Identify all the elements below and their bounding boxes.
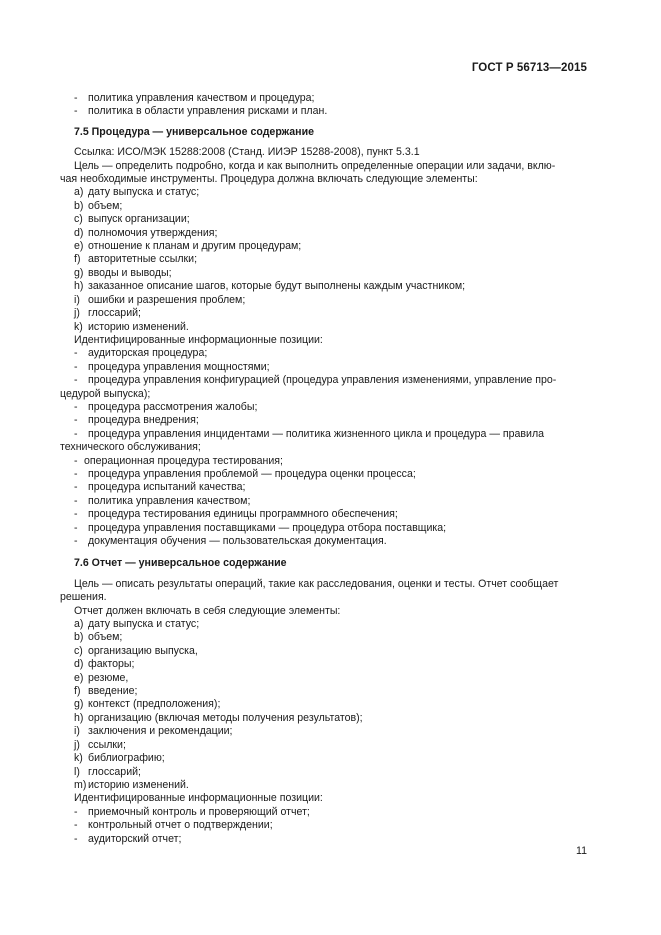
section-heading-7-6: 7.6 Отчет — универсальное содержание	[74, 557, 287, 570]
list-item: - приемочный контроль и проверяющий отчет;	[74, 805, 310, 818]
list-item: - аудиторский отчет;	[74, 832, 182, 845]
list-item: - аудиторская процедура;	[74, 347, 208, 360]
list-item: - процедура управления мощностями;	[74, 360, 270, 373]
list-item: h) заказанное описание шагов, которые будут выполнены каждым участником;	[74, 280, 466, 293]
list-item: d) факторы;	[74, 658, 135, 671]
must-include-text: Отчет должен включать в себя следующие элементы:	[74, 604, 341, 617]
list-item: b) объем;	[74, 199, 123, 212]
list-item: - процедура управления конфигурацией (процедура управления изменениями, управление про-	[74, 374, 557, 387]
intro-list	[74, 92, 586, 119]
list-item: h) организацию (включая методы получения результатов);	[74, 711, 363, 724]
list-item: - политика управления качеством;	[74, 494, 251, 507]
list-item: e) отношение к планам и другим процедурам;	[74, 240, 302, 253]
report-info-items-list	[74, 806, 586, 846]
purpose-text-line: Цель — определить подробно, когда и как выполнить определенные операции или задачи, вклю-	[74, 159, 556, 172]
purpose-text-line: Цель — описать результаты операций, такие как расследования, оценки и тесты. Отчет сообщает	[74, 577, 559, 590]
list-item-continuation: цедурой выпуска);	[60, 387, 151, 400]
list-item: - операционная процедура тестирования;	[74, 454, 283, 467]
purpose-text-line: решения.	[60, 591, 107, 604]
procedure-elements-list	[74, 186, 586, 333]
list-item: - контрольный отчет о подтверждении;	[74, 819, 273, 832]
page-content	[60, 92, 586, 846]
info-items-label: Идентифицированные информационные позиции:	[74, 792, 323, 805]
list-item: - процедура управления инцидентами — политика жизненного цикла и процедура — правила	[74, 427, 545, 440]
list-item: f) введение;	[74, 685, 138, 698]
list-item-continuation: технического обслуживания;	[60, 441, 201, 454]
list-item: f) авторитетные ссылки;	[74, 253, 198, 266]
section-heading-7-5: 7.5 Процедура — универсальное содержание	[74, 125, 314, 138]
list-item: j) ссылки;	[74, 738, 126, 751]
list-item: k) историю изменений.	[74, 320, 189, 333]
info-items-label: Идентифицированные информационные позиции:	[74, 333, 323, 346]
list-item: g) вводы и выводы;	[74, 266, 172, 279]
list-item: i) заключения и рекомендации;	[74, 725, 233, 738]
list-item: i) ошибки и разрешения проблем;	[74, 293, 246, 306]
list-item: l) глоссарий;	[74, 765, 141, 778]
list-item: - процедура рассмотрения жалобы;	[74, 400, 258, 413]
document-id: ГОСТ Р 56713—2015	[471, 62, 587, 74]
list-item: j) глоссарий;	[74, 307, 141, 320]
purpose-text-line: чая необходимые инструменты. Процедура должна включать следующие элементы:	[60, 173, 478, 186]
list-item: - процедура внедрения;	[74, 414, 199, 427]
page-number: 11	[576, 845, 587, 857]
list-item: e) резюме,	[74, 671, 129, 684]
list-item: - документация обучения — пользовательская документация.	[74, 535, 387, 547]
list-item: - политика в области управления рисками и план.	[74, 105, 328, 118]
list-item: - политика управления качеством и процедура;	[74, 92, 315, 104]
report-elements-list	[74, 618, 586, 792]
list-item: - процедура испытаний качества;	[74, 481, 246, 494]
list-item: g) контекст (предположения);	[74, 698, 221, 711]
list-item: - процедура управления проблемой — процедура оценки процесса;	[74, 467, 416, 480]
list-item: c) организацию выпуска,	[74, 644, 198, 657]
list-item: b) объем;	[74, 631, 123, 644]
reference-text: Ссылка: ИСО/МЭК 15288:2008 (Станд. ИИЭР 15288-2008), пункт 5.3.1	[74, 146, 420, 159]
list-item: - процедура управления поставщиками — процедура отбора поставщика;	[74, 521, 447, 534]
list-item: k) библиографию;	[74, 752, 165, 765]
list-item: d) полномочия утверждения;	[74, 226, 218, 239]
procedure-info-items-list	[60, 347, 586, 548]
list-item: m) историю изменений.	[74, 778, 189, 791]
list-item: a) дату выпуска и статус;	[74, 618, 200, 631]
list-item: a) дату выпуска и статус;	[74, 186, 200, 199]
list-item: c) выпуск организации;	[74, 213, 190, 226]
list-item: - процедура тестирования единицы программного обеспечения;	[74, 508, 398, 521]
